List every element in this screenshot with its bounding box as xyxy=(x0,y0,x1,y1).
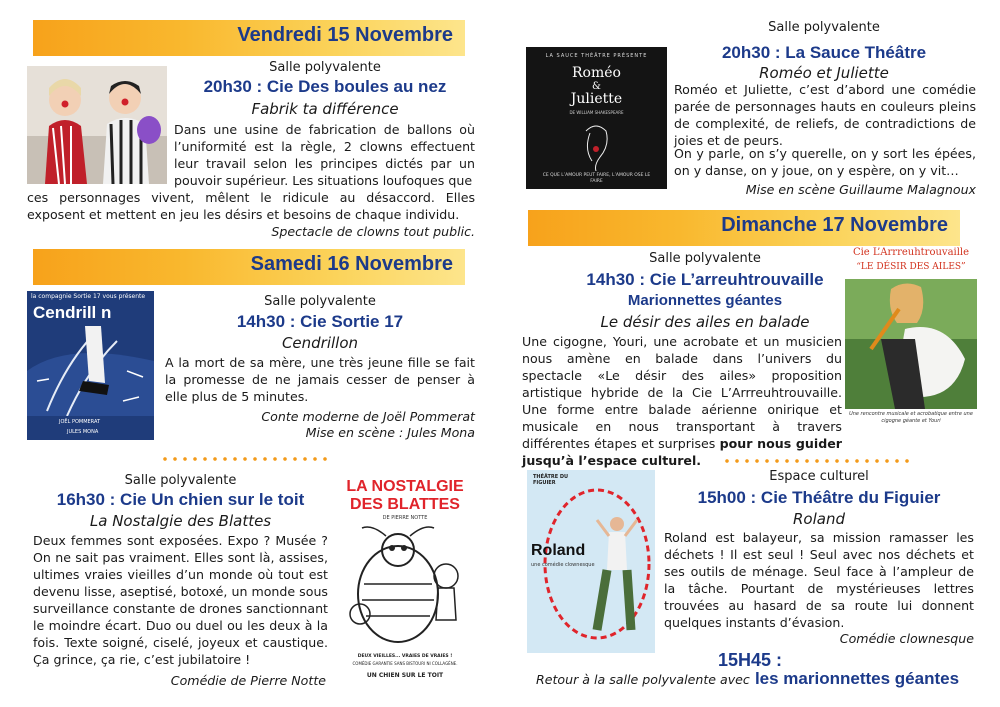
nostalgie-poster-author: DE PIERRE NOTTE xyxy=(382,515,428,521)
friday-time: 20h30 : Cie Des boules au nez xyxy=(203,77,447,96)
cendrillon-poster-author: JOËL POMMERAT xyxy=(59,419,101,425)
banner-sunday-title: Dimanche 17 Novembre xyxy=(721,214,948,236)
romeo-poster-amp: & xyxy=(592,81,601,92)
romeo-poster-sub: DE WILLIAM SHAKESPEARE xyxy=(569,110,624,115)
sunday-time-subtitle: Marionnettes géantes xyxy=(627,292,783,309)
sauce-show-title: Roméo et Juliette xyxy=(759,64,889,82)
sauce-time: 20h30 : La Sauce Théâtre xyxy=(721,43,927,62)
romeo-poster-top: LA SAUCE THÉÂTRE PRÉSENTE xyxy=(545,53,648,59)
friday-show-title: Fabrik ta différence xyxy=(251,100,399,118)
banner-saturday-title: Samedi 16 Novembre xyxy=(250,253,453,275)
cendrillon-poster-director: JULES MONA xyxy=(67,429,99,435)
chien-venue: Salle polyvalente xyxy=(124,473,237,488)
friday-text-a: Dans une usine de fabrication de ballons où l’uniformité est la règle, 2 clowns effectuent leur travail selon les principes dictés par un pouvoir supérieur. Les situations loufoques que xyxy=(174,122,475,188)
chien-time: 16h30 : Cie Un chien sur le toit xyxy=(56,490,305,509)
saturday-show-title: Cendrillon xyxy=(281,334,359,352)
chien-show-title: La Nostalgie des Blattes xyxy=(89,512,272,530)
friday-venue: Salle polyvalente xyxy=(269,60,381,75)
chien-text: Deux femmes sont exposées. Expo ? Musée ? On ne sait pas vraiment. Elles sont là, assises, ultimes vraies vieilles d’un monde où tout est devenu lisse, aseptisé, botoxé, un monde sous surveillance constante de drones sanctionnant le moindre écart. Duo ou duel ou les deux à la fois. Texte soigné, ciselé, joyeux et caustique. Ça grince, ça rie, c’est jubilatoire ! xyxy=(33,533,328,667)
nostalgie-poster xyxy=(334,476,476,685)
roland-poster-logo: THÉÂTRE DU FIGUIER xyxy=(533,474,569,486)
sunday-time: 14h30 : Cie L’arreuhtrouvaille xyxy=(586,270,824,289)
nostalgie-poster-title2: DES BLATTES xyxy=(350,496,460,513)
roland-poster xyxy=(527,470,655,653)
figuier-time: 15h00 : Cie Théâtre du Figuier xyxy=(697,488,941,507)
romeo-poster-t2: Juliette xyxy=(570,91,623,107)
sauce-credit: Mise en scène Guillaume Malagnoux xyxy=(745,182,976,197)
desir-poster-t1: Cie L’Arrreuhtrouvaille xyxy=(852,247,970,258)
cendrillon-poster xyxy=(27,291,154,440)
dots-divider-left xyxy=(160,457,330,461)
romeo-poster-foot: CE QUE L’AMOUR PEUT FAIRE, L’AMOUR OSE LE FAIRE xyxy=(542,173,651,184)
final-line-italic: Retour à la salle polyvalente avec xyxy=(536,672,750,687)
nostalgie-poster-title1: LA NOSTALGIE xyxy=(346,478,464,495)
figuier-show-title: Roland xyxy=(793,510,845,528)
saturday-credit-author: Conte moderne de Joël Pommerat xyxy=(261,409,475,424)
figuier-credit: Comédie clownesque xyxy=(839,631,974,646)
saturday-venue: Salle polyvalente xyxy=(264,294,376,309)
roland-poster-title: Roland xyxy=(531,542,586,559)
sunday-show-title: Le désir des ailes en balade xyxy=(600,313,810,331)
desir-des-ailes-poster xyxy=(845,247,977,431)
nostalgie-poster-foot3: UN CHIEN SUR LE TOIT xyxy=(366,672,444,679)
final-line-bold: les marionnettes géantes xyxy=(754,669,960,688)
figuier-venue: Espace culturel xyxy=(769,469,869,484)
desir-poster-t2: “LE DÉSIR DES AILES” xyxy=(856,262,966,272)
banner-saturday xyxy=(33,249,465,285)
dots-divider-right xyxy=(722,459,912,463)
final-line xyxy=(536,669,976,689)
roland-poster-sub: une comédie clownesque xyxy=(531,562,595,568)
nostalgie-poster-foot1: DEUX VIEILLES... VRAIES DE VRAIES ! xyxy=(357,654,453,659)
sauce-venue: Salle polyvalente xyxy=(768,20,880,35)
friday-credit: Spectacle de clowns tout public. xyxy=(271,224,475,239)
desir-poster-foot: Une rencontre musicale et acrobatique entre une cigogne géante et Youri xyxy=(849,411,973,424)
figuier-text: Roland est balayeur, sa mission ramasser les déchets ! Il est seul ! Seul avec nos déchets et ses outils de ménage. Seul face à l’ampleur de la tâche. Pourtant de mystérieuses lettres trouvées au hasard de sa route lui donnent quelques instants d’évasion. xyxy=(664,530,974,630)
romeo-poster-t1: Roméo xyxy=(572,65,621,81)
cendrillon-poster-top: la compagnie Sortie 17 vous présente xyxy=(31,293,146,300)
final-time: 15H45 : xyxy=(717,650,783,670)
sunday-text xyxy=(522,333,842,469)
banner-sunday xyxy=(528,210,960,246)
friday-text-b: ces personnages vivent, mêlent le ridicule au désaccord. Elles exposent et mettent en jeu les désirs et besoins de chaque individu. xyxy=(27,190,475,222)
saturday-time: 14h30 : Cie Sortie 17 xyxy=(236,312,404,331)
romeo-juliette-poster xyxy=(526,47,667,189)
banner-friday-title: Vendredi 15 Novembre xyxy=(237,24,453,46)
sunday-text-main: Une cigogne, Youri, une acrobate et un musicien nous amène en balade dans l’univers du spectacle «Le désir des ailes» proposition artistique hybride de la Cie L’Arrreuhtrouvaille. Une forme entre balade aérienne onirique et musicale en nous transportant à travers différentes étapes et surprises xyxy=(522,334,842,451)
cendrillon-poster-title: Cendrill n xyxy=(33,303,112,322)
clowns-photo xyxy=(27,66,167,184)
nostalgie-poster-foot2: COMÉDIE GARANTIE SANS BISTOURI NI COLLAGÈNE. xyxy=(352,661,458,666)
sunday-text-bold: pour nous guider jusqu’à l’espace culturel. xyxy=(522,436,842,468)
banner-friday xyxy=(33,20,465,56)
sauce-text-1: Roméo et Juliette, c’est d’abord une comédie parée de personnages hauts en couleurs pleins de complexité, de reliefs, de contradictions de joies et de peurs. xyxy=(674,82,976,148)
saturday-credit-director: Mise en scène : Jules Mona xyxy=(305,425,475,440)
saturday-text: A la mort de sa mère, une très jeune fille se fait la promesse de ne jamais cesser de penser à elle plus de 5 minutes. xyxy=(165,355,475,404)
sunday-venue: Salle polyvalente xyxy=(649,251,761,266)
chien-credit: Comédie de Pierre Notte xyxy=(170,673,326,688)
sauce-text-2: On y parle, on s’y querelle, on y sort les épées, on y danse, on y joue, on y espère, on y vit… xyxy=(674,146,976,178)
